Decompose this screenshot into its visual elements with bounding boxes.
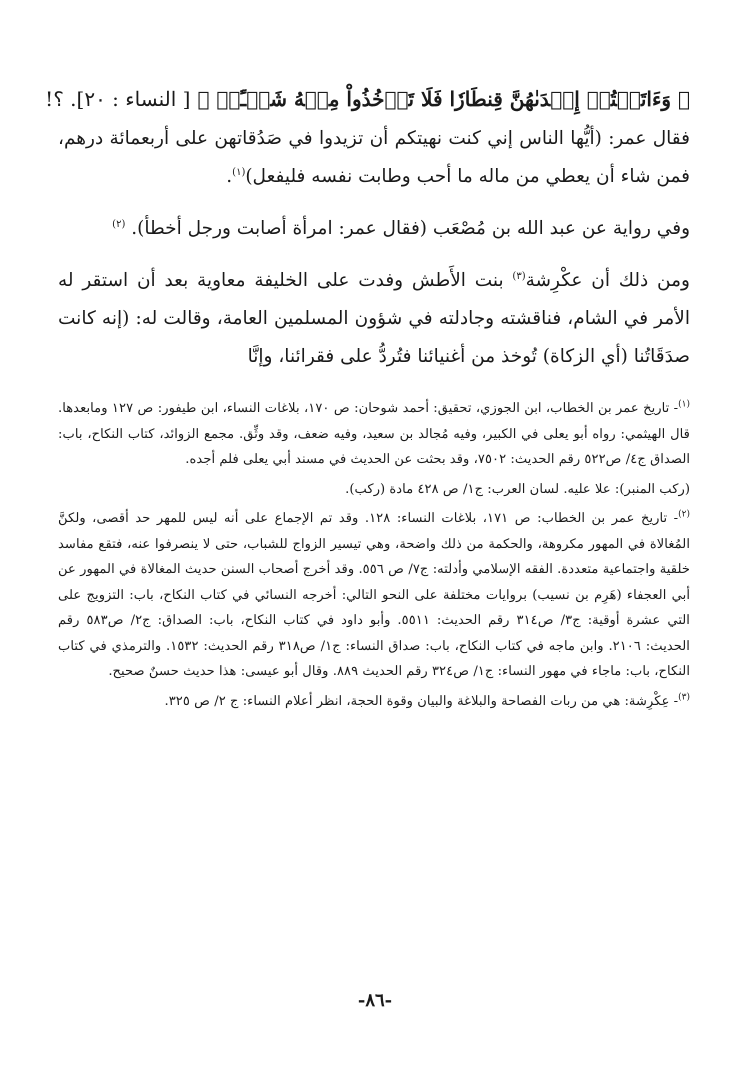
paragraph-umar-speech-end: . (226, 166, 233, 187)
footnote-3-text: - عِكْرِشة: هي من ربات الفصاحة والبلاغة والبيان وقوة الحجة، انظر أعلام النساء: ج ٢/ ص ٣٢٥. (164, 693, 679, 709)
quran-verse-line (45, 78, 690, 120)
verse-close-brace: ﴾ (197, 87, 210, 111)
footnote-1 (58, 396, 690, 473)
footnote-marker-2: (٢) (112, 218, 126, 230)
page-body (45, 78, 690, 714)
footnote-marker-1: (١) (232, 166, 246, 178)
paragraph-umar-speech-text: فقال عمر: (أيُّها الناس إني كنت نهيتكم أن تزيدوا في صَدُقاتهن على أربعمائة درهم، فمن شاء أن يعطي من ماله ما أحب وطابت نفسه فليفعل) (58, 128, 690, 187)
page-number: -٨٦- (357, 990, 393, 1011)
paragraph-ikrisha-text-rest: بنت الأَطش وفدت على الخليفة معاوية بعد أن استقر له الأمر في الشام، فناقشته وجادلته في شؤون المسلمين العامة، وقالت له: (إنه كانت صدَقَاتُنا (أي الزكاة) تُوخذ من أغنيائنا فتُردُّ على فقرائنا، وإنَّا (58, 270, 690, 367)
quran-verse-text: وَءَاتَيۡتُمۡ إِحۡدَىٰهُنَّ قِنطَارٗا فَلَا تَأۡخُذُواْ مِنۡهُ شَيۡـًٔاۚ (216, 87, 672, 111)
footnote-1-definition: (ركب المنبر): علا عليه. لسان العرب: ج١/ ص ٤٢٨ مادة (ركب). (345, 481, 690, 497)
verse-open-brace: ﴿ (677, 87, 690, 111)
paragraph-narration (58, 210, 690, 248)
footnotes-section (58, 396, 690, 714)
footnote-3-number: (٣) (678, 692, 690, 703)
paragraph-ikrisha (58, 262, 690, 376)
footnote-3 (58, 689, 690, 715)
footnote-2-text: - تاريخ عمر بن الخطاب: ص ١٧١، بلاغات النساء: ١٢٨. وقد تم الإجماع على أنه ليس للمهر حد أقصى، ولكنَّ المُغالاة في المهور مكروهة، والحكمة من ذلك واضحة، وهي تيسير الزواج للشباب، حتى لا ينصرفوا عنه، فتقع مفاسد خلقية واجتماعية متعددة. الفقه الإسلامي وأدلته: ج٧/ ص ٥٥٦. وقد أخرج أصحاب السنن حديث المغالاة في المهور عن أبي العجفاء (هَرِم بن نسيب) بروايات مختلفة على النحو التالي: أخرجه النسائي في كتاب النكاح، باب: التزويج على التي عشرة أوقية: ج٣/ ص٣١٤ رقم الحديث: ٥٥١١. وأبو داود في كتاب النكاح، باب: الصداق: ج٢/ ص٥٨٣ رقم الحديث: ٢١٠٦. وابن ماجه في كتاب النكاح، باب: صداق النساء: ج١/ ص٣١٨ رقم الحديث: ١٥٣٢. والترمذي في كتاب النكاح، باب: ماجاء في مهور النساء: ج١/ ص٣٢٤ رقم الحديث ٨٨٩. وقال أبو عيسى: هذا حديث حسنٌ صحيح. (58, 511, 690, 679)
paragraph-ikrisha-text-start: ومن ذلك أن عكْرِشة (525, 270, 690, 291)
paragraph-narration-text: وفي رواية عن عبد الله بن مُصْعَب (فقال عمر: امرأة أصابت ورجل أخطأ). (131, 218, 690, 239)
footnote-1-text: - تاريخ عمر بن الخطاب، ابن الجوزي، تحقيق: أحمد شوحان: ص ١٧٠، بلاغات النساء، ابن طيفور: ص ١٢٧ ومابعدها. قال الهيثمي: رواه أبو يعلى في الكبير، وفيه مُجالد بن سعيد، وفيه ضعف، وقد وثِّق. مجمع الزوائد، كتاب النكاح، باب: الصداق ج٤/ ص٥٢٢ رقم الحديث: ٧٥٠٢، وقد بحثت عن الحديث في مسند أبي يعلى فلم أجده. (58, 401, 690, 467)
paragraph-umar-speech (58, 120, 690, 196)
footnote-marker-3: (٣) (512, 270, 526, 282)
verse-reference: [ النساء : ٢٠]. ؟! (45, 87, 191, 111)
footnote-2 (58, 506, 690, 685)
footnote-1-number: (١) (678, 399, 690, 410)
footnote-2-number: (٢) (678, 509, 690, 520)
